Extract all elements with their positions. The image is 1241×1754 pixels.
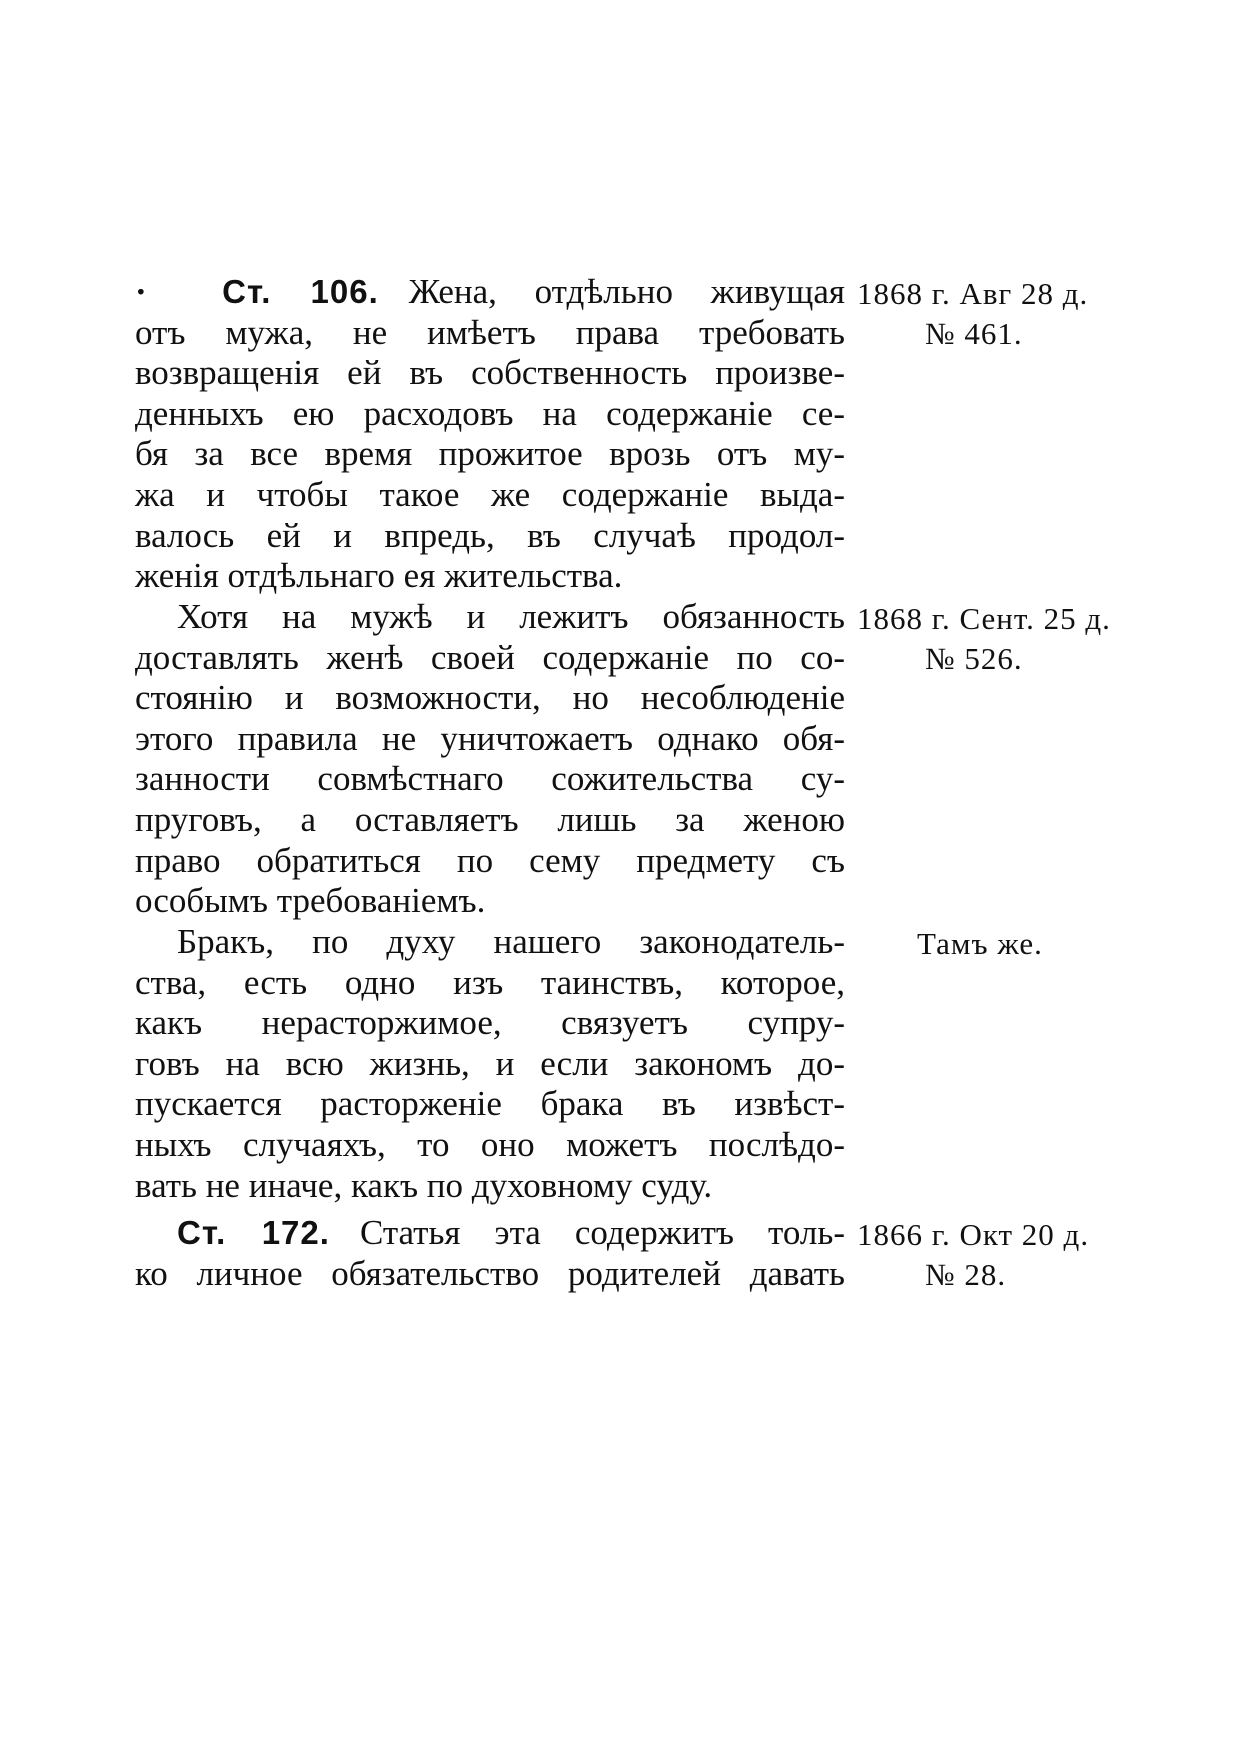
margin-date: 1866 г. Окт 20 д. (857, 1217, 1090, 1252)
entry-text (135, 1213, 845, 1294)
text-line: стоянію и возможности, но несоблюденіе (135, 678, 845, 718)
text-line: этого правила не уничтожаетъ однако обя- (135, 718, 845, 758)
text-line: пускается расторженіе брака въ извѣст- (135, 1084, 845, 1124)
text-line: Хотя на мужѣ и лежитъ обязанность (177, 597, 845, 636)
text-line: доставлять женѣ своей содержаніе по со- (135, 637, 845, 677)
text-line: жа и чтобы такое же содержаніе выда- (135, 474, 845, 514)
margin-reference (857, 924, 1112, 964)
text-line: занности совмѣстнаго сожительства су- (135, 759, 845, 799)
text-line: возвращенія ей въ собственность произве- (135, 353, 845, 393)
text-line: пруговъ, а оставляетъ лишь за женою (135, 799, 845, 839)
entry-text (135, 922, 845, 1206)
text-line: право обратиться по сему предмету съ (135, 840, 845, 880)
text-line: ныхъ случаяхъ, то оно можетъ послѣдо- (135, 1124, 845, 1164)
text-line: ко личное обязательство родителей давать (135, 1253, 845, 1293)
margin-reference (857, 599, 1112, 679)
margin-number: № 526. (925, 641, 1023, 676)
text-line: говъ на всю жизнь, и если закономъ до- (135, 1043, 845, 1083)
margin-date: 1868 г. Авг 28 д. (857, 276, 1089, 311)
text-line: Бракъ, по духу нашего законодатель- (177, 922, 845, 961)
text-line: особымъ требованіемъ. (135, 881, 486, 921)
bullet-marker: · (135, 272, 147, 311)
entry-text (135, 272, 845, 597)
margin-reference (857, 1215, 1112, 1295)
text-line: какъ нерасторжимое, связуетъ супру- (135, 1003, 845, 1043)
margin-date: 1868 г. Сент. 25 д. (857, 601, 1111, 636)
text-line: Ст. 172. Статья эта содержитъ толь- (177, 1213, 845, 1252)
margin-reference (857, 274, 1112, 354)
text-line: бя за все время прожитое врозь отъ му- (135, 434, 845, 474)
text-line: отъ мужа, не имѣетъ права требовать (135, 312, 845, 352)
text-line: ства, есть одно изъ таинствъ, которое, (135, 962, 845, 1002)
entry-text (135, 597, 845, 922)
text-line: · Ст. 106. Жена, отдѣльно живущая (135, 272, 845, 311)
text-line: денныхъ ею расходовъ на содержаніе се- (135, 393, 845, 433)
margin-date: Тамъ же. (917, 926, 1043, 961)
text-line: женія отдѣльнаго ея жительства. (135, 556, 623, 596)
margin-number: № 461. (925, 316, 1023, 351)
text-line: валось ей и впредь, въ случаѣ продол- (135, 515, 845, 555)
article-number: Ст. 106. (222, 273, 379, 310)
article-number: Ст. 172. (177, 1214, 330, 1251)
margin-number: № 28. (925, 1257, 1007, 1292)
text-line: вать не иначе, какъ по духовному суду. (135, 1165, 713, 1205)
